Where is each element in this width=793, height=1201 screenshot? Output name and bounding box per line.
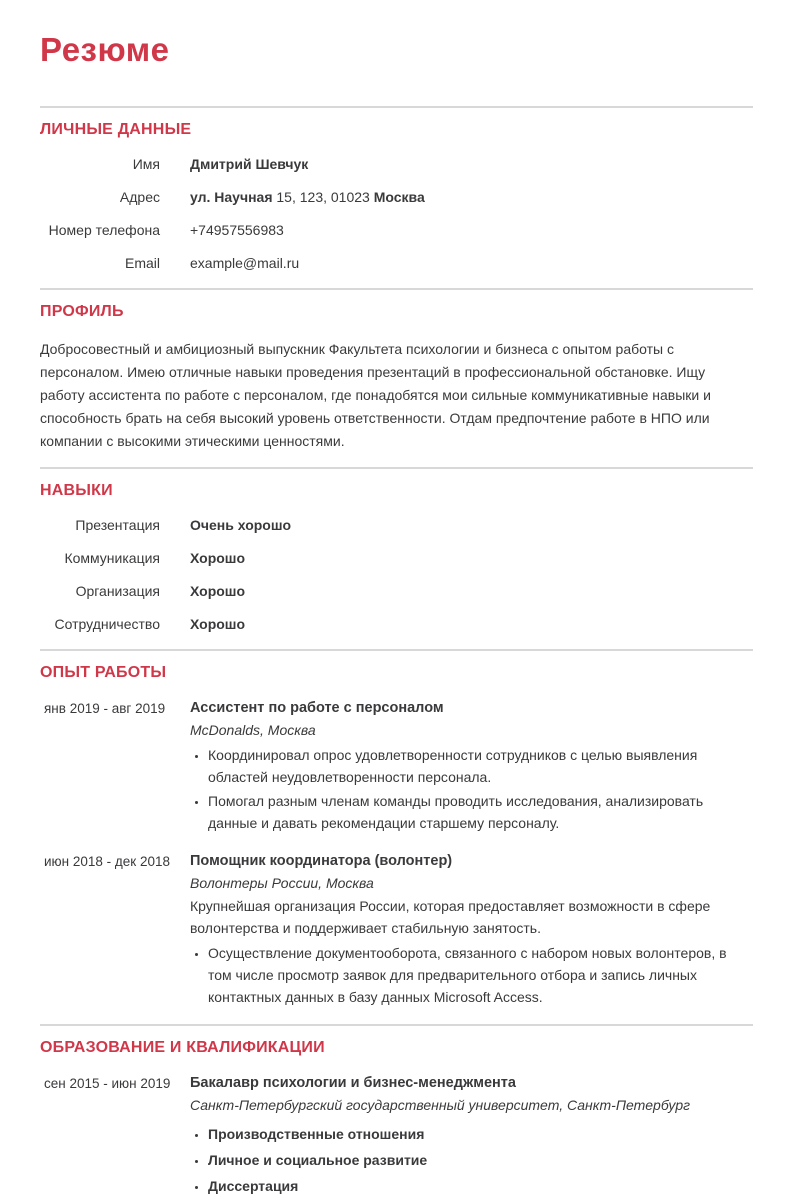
job-title: Ассистент по работе с персоналом [190,699,444,716]
section-divider [40,106,753,108]
personal-heading: ЛИЧНЫЕ ДАННЫЕ [40,120,192,138]
field-row-address [40,187,753,208]
section-divider [40,467,753,469]
field-row-email [40,253,753,274]
personal-fields [40,154,753,274]
skills-heading: НАВЫКИ [40,481,113,499]
education-heading: ОБРАЗОВАНИЕ И КВАЛИФИКАЦИИ [40,1038,325,1056]
skill-row [40,515,753,536]
job-bullet: • Осуществление документооборота, связанного с набором новых волонтеров, в том числе просмотр заявок для предварительного отбора и запись личных контактных данных в базу данных Microsoft Access. [208,942,753,1008]
experience-entries [40,698,753,1010]
job-bullets [190,942,753,1008]
education-entries [40,1073,753,1201]
job-details [190,851,753,1010]
address-label: Адрес [119,188,160,205]
education-dates: сен 2015 - июн 2019 [44,1075,171,1091]
skill-label: Организация [75,582,160,599]
job-description: Крупнейшая организация России, которая предоставляет возможности в сфере волонтерства и поддерживает стабильную занятость. [190,897,711,936]
skill-level: Очень хорошо [190,516,292,533]
job-organization: Волонтеры России, Москва [190,874,374,891]
field-row-name [40,154,753,175]
address-number-zip: 15, 123, 01023 [276,188,370,205]
skill-level: Хорошо [190,615,246,632]
page-title: Резюме [40,31,170,68]
job-dates: янв 2019 - авг 2019 [44,700,166,716]
education-title: Бакалавр психологии и бизнес-менеджмента [190,1074,516,1091]
job-bullet: • Координировал опрос удовлетворенности сотрудников с целью выявления областей неудовлетворенности персонала. [208,744,753,788]
education-bullet: • Личное и социальное развитие [208,1149,753,1171]
skill-row [40,548,753,569]
job-details [190,698,753,836]
education-details [190,1073,753,1201]
section-skills [40,481,753,635]
education-organization: Санкт-Петербургский государственный университет, Санкт-Петербург [190,1096,691,1113]
job-dates: июн 2018 - дек 2018 [44,853,170,869]
job-entry [40,851,753,1010]
skill-level: Хорошо [190,582,246,599]
section-personal-data [40,120,753,274]
education-bullets [190,1123,753,1197]
skills-list [40,515,753,635]
section-education [40,1038,753,1201]
section-divider [40,288,753,290]
profile-heading: ПРОФИЛЬ [40,302,124,320]
skill-row [40,614,753,635]
address-value [190,187,753,208]
phone-label: Номер телефона [48,221,160,238]
profile-text: Добросовестный и амбициозный выпускник Факультета психологии и бизнеса с опытом работы с персоналом. Имею отличные навыки проведения презентаций в профессиональной обстановке. Ищу работу ассистента по работе с персоналом, где понадобятся мои сильные коммуникативные навыки и способность брать на себя высокий уровень ответственности. Отдам предпочтение работе в НПО или компании с высокими этическими ценностями. [40,340,711,449]
skill-label: Коммуникация [64,549,160,566]
address-street: ул. Научная [190,188,273,205]
name-value: Дмитрий Шевчук [190,155,309,172]
education-bullet: • Производственные отношения [208,1123,753,1145]
section-divider [40,649,753,651]
skill-label: Презентация [75,516,160,533]
experience-heading: ОПЫТ РАБОТЫ [40,663,167,681]
section-profile [40,302,753,453]
skill-label: Сотрудничество [54,615,160,632]
email-value: example@mail.ru [190,254,300,271]
skill-row [40,581,753,602]
section-divider [40,1024,753,1026]
job-bullets [190,744,753,834]
education-entry [40,1073,753,1201]
field-row-phone [40,220,753,241]
job-title: Помощник координатора (волонтер) [190,852,453,869]
job-organization: McDonalds, Москва [190,721,316,738]
name-label: Имя [132,155,160,172]
address-city: Москва [373,188,425,205]
section-experience [40,663,753,1010]
education-bullet: • Диссертация [208,1175,753,1197]
skill-level: Хорошо [190,549,246,566]
email-label: Email [124,254,160,271]
phone-value: +74957556983 [190,221,284,238]
job-bullet: • Помогал разным членам команды проводить исследования, анализировать данные и давать рекомендации старшему персоналу. [208,790,753,834]
job-entry [40,698,753,836]
